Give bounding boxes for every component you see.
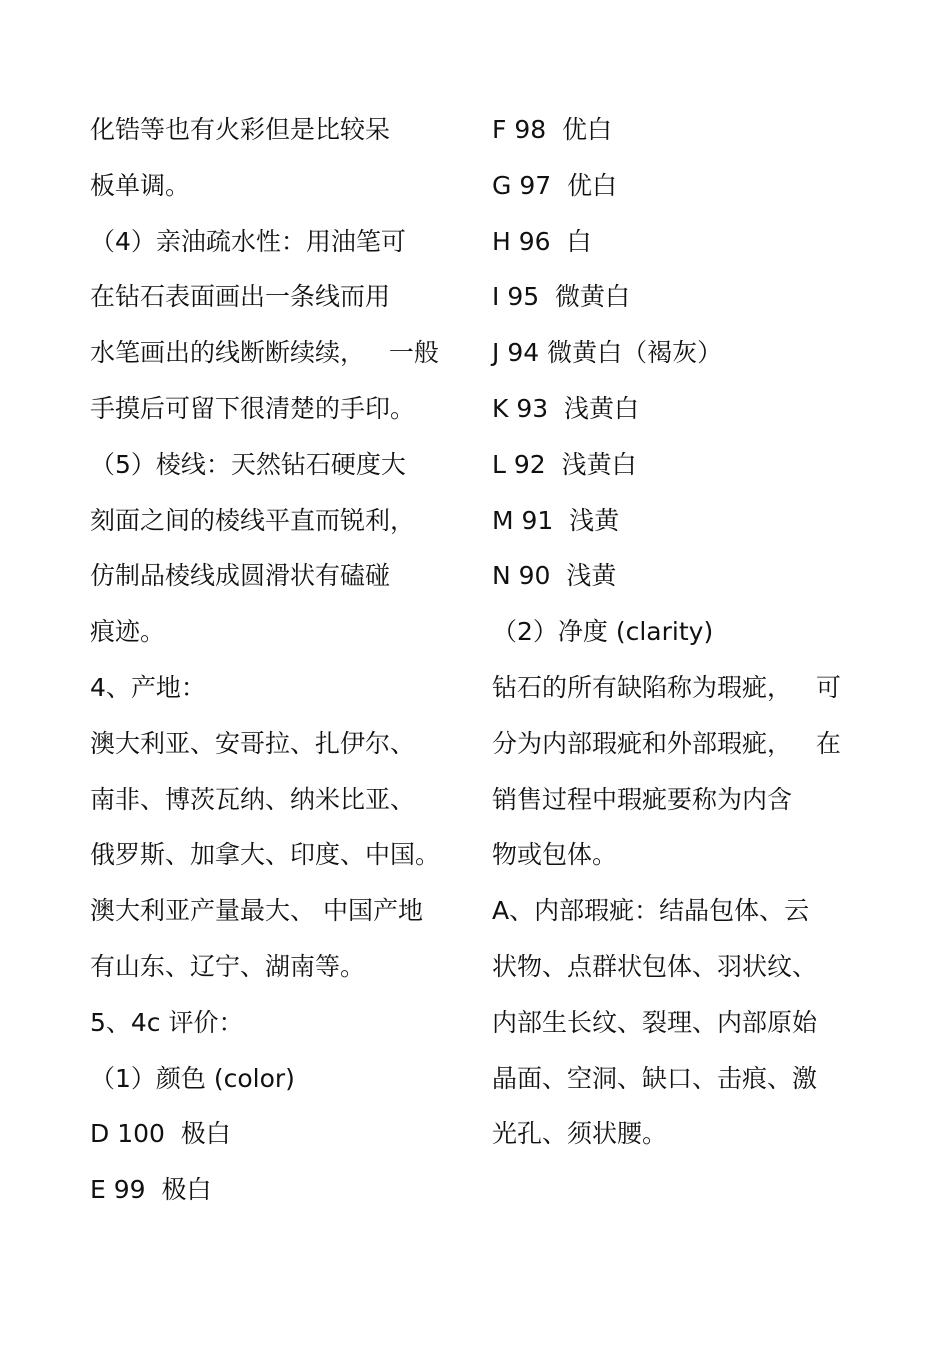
- grade-line: D 100 极白: [90, 1119, 231, 1149]
- grade-line: M 91 浅黄: [492, 505, 620, 535]
- right-column: [492, 102, 864, 1162]
- text-line: 痕迹。: [90, 617, 166, 647]
- text-line: 晶面、空洞、缺口、击痕、激: [492, 1063, 818, 1093]
- text-line: A、内部瑕疵：结晶包体、云: [492, 896, 810, 926]
- text-line: （5）棱线：天然钻石硬度大: [90, 449, 406, 479]
- text-line: 销售过程中瑕疵要称为内含: [492, 784, 793, 814]
- text-line: 内部生长纹、裂理、内部原始: [492, 1007, 818, 1037]
- text-line: 有山东、辽宁、湖南等。: [90, 951, 366, 981]
- section-heading: 4、产地：: [90, 672, 206, 702]
- text-line: （4）亲油疏水性：用油笔可: [90, 226, 406, 256]
- text-line: 澳大利亚、安哥拉、扎伊尔、: [90, 728, 416, 758]
- text-line: 澳大利亚产量最大、 中国产地: [90, 896, 423, 926]
- text-line: 状物、点群状包体、羽状纹、: [492, 951, 818, 981]
- text-line: 手摸后可留下很清楚的手印。: [90, 393, 416, 423]
- grade-line: F 98 优白: [492, 115, 613, 144]
- text-line: 钻石的所有缺陷称为瑕疵， 可: [492, 672, 841, 702]
- text-line: 光孔、须状腰。: [492, 1119, 668, 1149]
- text-line: 物或包体。: [492, 840, 618, 870]
- text-line: 在钻石表面画出一条线而用: [90, 282, 391, 312]
- grade-line: G 97 优白: [492, 170, 618, 200]
- text-line: 水笔画出的线断断续续， 一般: [90, 338, 439, 368]
- text-line: 俄罗斯、加拿大、印度、中国。: [90, 840, 441, 870]
- text-line: 刻面之间的棱线平直而锐利，: [90, 505, 416, 535]
- grade-line: N 90 浅黄: [492, 561, 617, 591]
- grade-line: E 99 极白: [90, 1175, 212, 1205]
- section-heading: 5、4c 评价：: [90, 1007, 244, 1037]
- text-line: 仿制品棱线成圆滑状有磕碰: [90, 561, 391, 591]
- text-line: 分为内部瑕疵和外部瑕疵， 在: [492, 728, 841, 758]
- subsection-heading: （1）颜色 (color): [90, 1063, 295, 1093]
- grade-line: J 94 微黄白（褐灰）: [492, 338, 723, 368]
- grade-line: K 93 浅黄白: [492, 393, 640, 423]
- grade-line: H 96 白: [492, 226, 592, 256]
- grade-line: L 92 浅黄白: [492, 449, 637, 479]
- text-line: 化锆等也有火彩但是比较呆: [90, 115, 391, 144]
- left-column: [90, 102, 462, 1218]
- text-line: 南非、博茨瓦纳、纳米比亚、: [90, 784, 416, 814]
- grade-line: I 95 微黄白: [492, 282, 631, 312]
- text-line: 板单调。: [90, 170, 191, 200]
- subsection-heading: （2）净度 (clarity): [492, 617, 714, 647]
